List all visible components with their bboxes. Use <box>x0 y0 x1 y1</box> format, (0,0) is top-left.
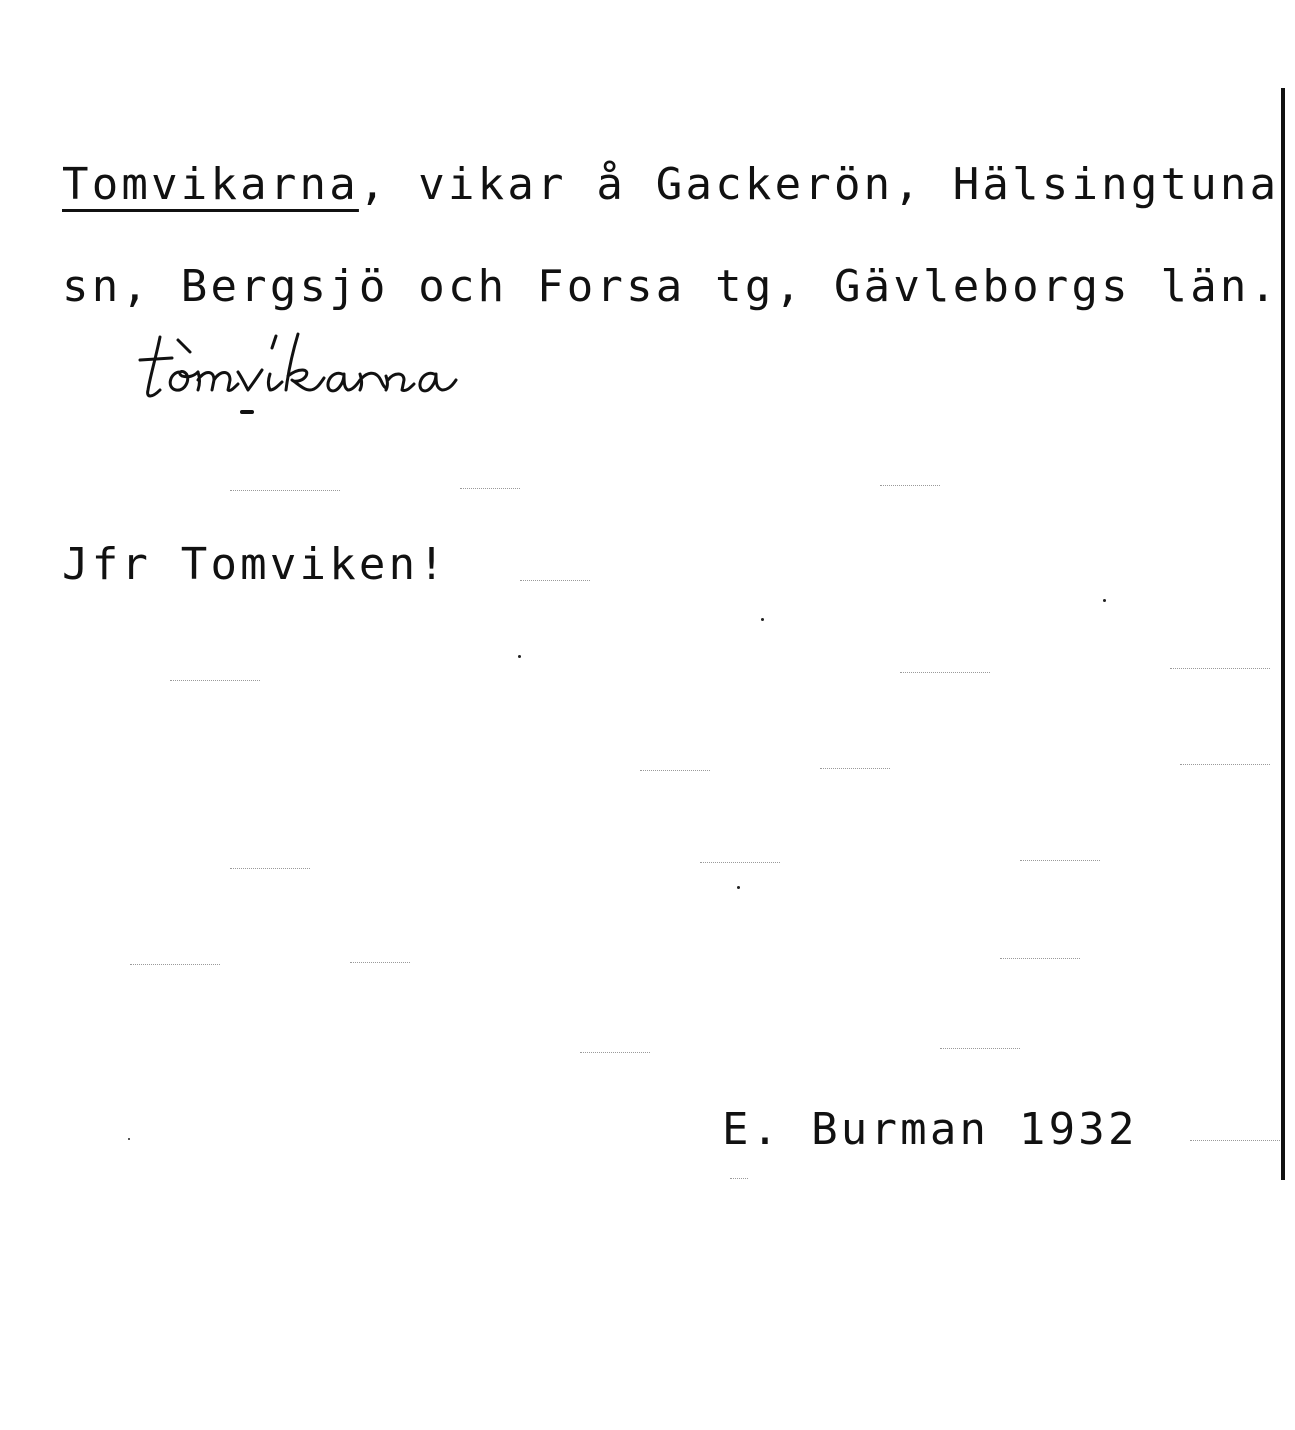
guide-line <box>1190 1140 1280 1141</box>
guide-line <box>350 962 410 963</box>
guide-line <box>1170 668 1270 669</box>
guide-line <box>230 868 310 869</box>
guide-line <box>640 770 710 771</box>
guide-line <box>580 1052 650 1053</box>
guide-line <box>1180 764 1270 765</box>
handwritten-pronunciation <box>130 332 650 427</box>
entry-name: Tomvikarna <box>62 159 359 210</box>
signature: E. Burman 1932 <box>722 1104 1138 1155</box>
entry-line-2: sn, Bergsjö och Forsa tg, Gävleborgs län. <box>62 261 1280 312</box>
guide-line <box>820 768 890 769</box>
ink-speck <box>761 618 764 621</box>
card-edge <box>1281 88 1285 1180</box>
guide-line <box>940 1048 1020 1049</box>
entry-line-1 <box>62 159 1280 210</box>
guide-line <box>880 485 940 486</box>
ink-speck <box>737 886 740 889</box>
cross-reference: Jfr Tomviken! <box>62 539 448 590</box>
guide-line <box>230 490 340 491</box>
guide-line <box>900 672 990 673</box>
guide-line <box>1020 860 1100 861</box>
guide-line <box>1000 958 1080 959</box>
ink-speck <box>1103 599 1106 602</box>
ink-speck <box>128 1138 130 1140</box>
ink-speck <box>518 655 521 658</box>
guide-line <box>730 1178 748 1179</box>
guide-line <box>520 580 590 581</box>
guide-line <box>130 964 220 965</box>
guide-line <box>170 680 260 681</box>
guide-line <box>460 488 520 489</box>
entry-description: , vikar å Gackerön, Hälsingtuna <box>358 159 1280 210</box>
guide-line <box>700 862 780 863</box>
